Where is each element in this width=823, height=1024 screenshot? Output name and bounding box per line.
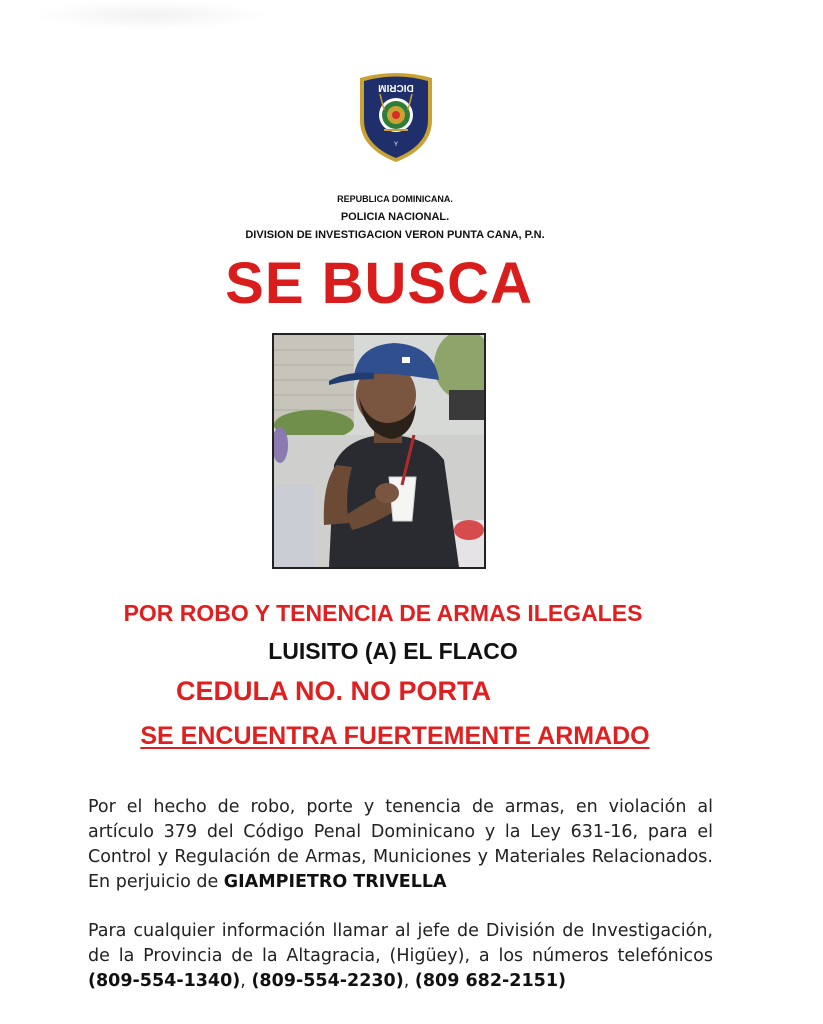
contact-text: Para cualquier información llamar al jefe de División de Investigación, de la Provincia de la Altagracia, (Higüey), a los números telefónicos (88, 921, 713, 966)
svg-text:Y: Y (393, 142, 399, 148)
phone-3: (809 682-2151) (414, 971, 566, 991)
case-paragraph (88, 795, 713, 895)
police-badge-icon (354, 70, 438, 164)
header-country: REPUBLICA DOMINICANA. (337, 194, 453, 204)
victim-name: GIAMPIETRO TRIVELLA (223, 872, 447, 892)
phone-separator: , (240, 971, 252, 991)
cedula-status: CEDULA NO. NO PORTA (176, 676, 491, 706)
header-agency: POLICIA NACIONAL. (340, 211, 450, 223)
phone-separator: , (403, 971, 415, 991)
phone-2: (809-554-2230) (251, 971, 404, 991)
suspect-name: LUISITO (A) EL FLACO (268, 638, 518, 664)
page-title: SE BUSCA (225, 251, 533, 316)
phone-1: (809-554-1340) (88, 971, 241, 991)
case-text: Por el hecho de robo, porte y tenencia de armas, en violación al artículo 379 del Código Penal Dominicano y la Ley 631-16, para el Control y Regulación de Armas, Municiones y Materiales Relacionados. En perjuicio de (88, 797, 713, 892)
suspect-photo (272, 333, 486, 569)
seal-top-text: DICRIM (378, 82, 414, 93)
header-division: DIVISION DE INVESTIGACION VERON PUNTA CANA, P.N. (245, 229, 545, 241)
armed-warning: SE ENCUENTRA FUERTEMENTE ARMADO (140, 722, 650, 750)
scan-shadow (30, 0, 270, 30)
contact-paragraph (88, 919, 713, 994)
crime-description: POR ROBO Y TENENCIA DE ARMAS ILEGALES (123, 600, 643, 626)
